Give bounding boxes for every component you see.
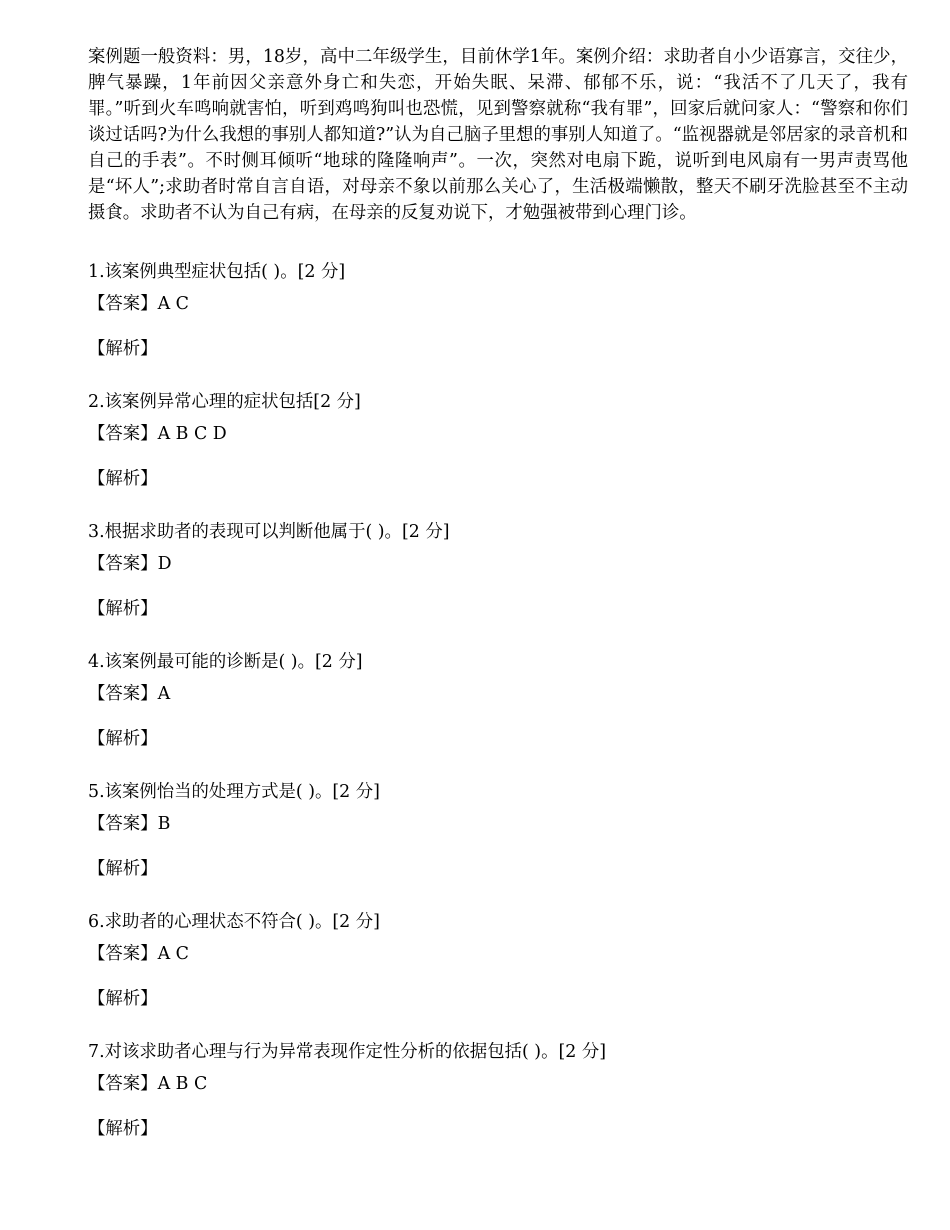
question-item: [88, 516, 910, 646]
question-item: [88, 256, 910, 386]
question-title: 6.求助者的心理状态不符合( )。[2 分]: [88, 912, 380, 932]
question-item: [88, 776, 910, 906]
question-analysis: 【解析】: [88, 859, 158, 879]
question-title: 3.根据求助者的表现可以判断他属于( )。[2 分]: [88, 522, 450, 542]
question-analysis: 【解析】: [88, 339, 158, 359]
question-list: [88, 256, 910, 1166]
question-analysis: 【解析】: [88, 1119, 158, 1139]
question-analysis: 【解析】: [88, 469, 158, 489]
question-item: [88, 906, 910, 1036]
question-item: [88, 386, 910, 516]
question-answer: 【答案】D: [88, 554, 172, 574]
question-title: 7.对该求助者心理与行为异常表现作定性分析的依据包括( )。[2 分]: [88, 1042, 607, 1062]
question-title: 1.该案例典型症状包括( )。[2 分]: [88, 262, 346, 282]
question-analysis: 【解析】: [88, 599, 158, 619]
question-title: 4.该案例最可能的诊断是( )。[2 分]: [88, 652, 363, 672]
question-answer: 【答案】A C: [88, 294, 189, 314]
case-description: 案例题一般资料：男，18岁，高中二年级学生，目前休学1年。案例介绍：求助者自小少语寡言，交往少，脾气暴躁，1年前因父亲意外身亡和失恋，开始失眠、呆滞、郁郁不乐，说：“我活不了几天了，我有罪。”听到火车鸣响就害怕，听到鸡鸣狗叫也恐慌，见到警察就称“我有罪”，回家后就问家人：“警察和你们谈过话吗?为什么我想的事别人都知道?”认为自己脑子里想的事别人知道了。“监视器就是邻居家的录音机和自己的手表”。不时侧耳倾听“地球的隆隆响声”。一次，突然对电扇下跪，说听到电风扇有一男声责骂他是“坏人”;求助者时常自言自语，对母亲不象以前那么关心了，生活极端懒散，整天不刷牙洗脸甚至不主动摄食。求助者不认为自己有病，在母亲的反复劝说下，才勉强被带到心理门诊。: [88, 47, 908, 223]
question-item: [88, 1036, 910, 1166]
question-title: 5.该案例怡当的处理方式是( )。[2 分]: [88, 782, 380, 802]
question-title: 2.该案例异常心理的症状包括[2 分]: [88, 392, 361, 412]
question-analysis: 【解析】: [88, 989, 158, 1009]
question-answer: 【答案】B: [88, 814, 171, 834]
question-answer: 【答案】A: [88, 684, 171, 704]
question-item: [88, 646, 910, 776]
question-answer: 【答案】A C: [88, 944, 189, 964]
question-analysis: 【解析】: [88, 729, 158, 749]
question-answer: 【答案】A B C: [88, 1074, 208, 1094]
question-answer: 【答案】A B C D: [88, 424, 227, 444]
